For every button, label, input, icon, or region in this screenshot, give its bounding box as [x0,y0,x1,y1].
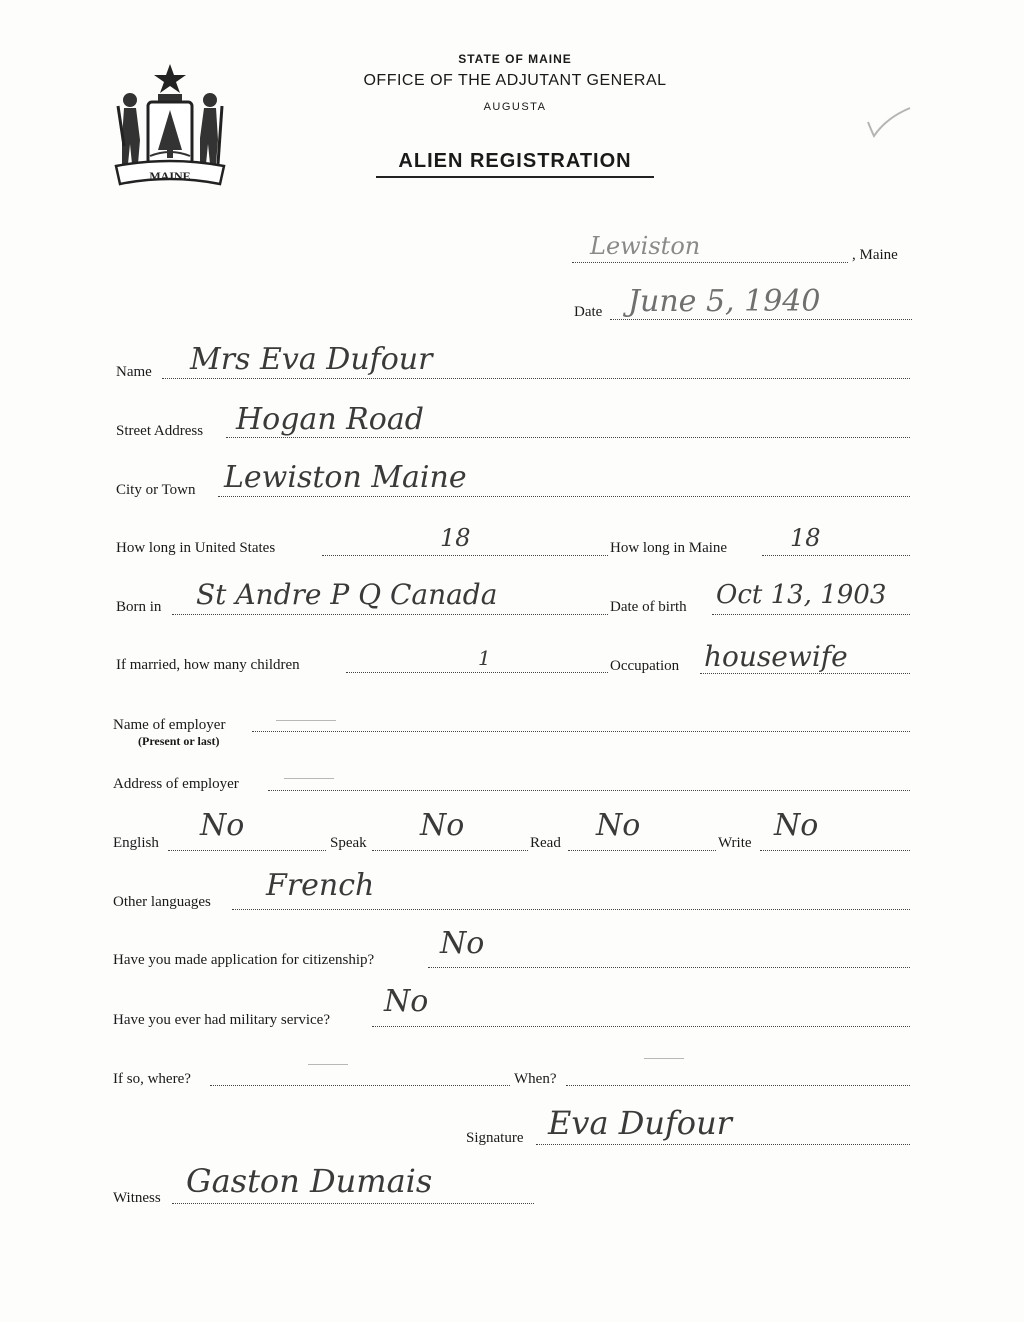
english-label: English [113,835,159,851]
employer-address-line [268,790,910,791]
how-long-us-label: How long in United States [116,540,276,556]
maine-label: , Maine [852,247,898,263]
faint-mark [276,720,336,721]
employer-name-note: (Present or last) [138,734,220,748]
read-label: Read [530,835,561,851]
faint-mark [644,1058,684,1059]
name-value: Mrs Eva Dufour [190,342,433,377]
how-long-us-line [322,555,608,556]
citizenship-value: No [440,926,485,961]
citizenship-line [428,967,910,968]
city-or-town-line [218,496,910,497]
checkmark-icon [864,102,914,142]
header-state: STATE OF MAINE [458,52,572,66]
signature-value: Eva Dufour [548,1104,732,1142]
where-line [210,1085,510,1086]
how-long-us-value: 18 [440,524,471,552]
street-address-label: Street Address [116,423,204,439]
faint-mark [308,1064,348,1065]
born-in-line [172,614,608,615]
date-of-birth-line [712,614,910,615]
date-of-birth-value: Oct 13, 1903 [716,580,887,610]
how-long-maine-line [762,555,910,556]
born-in-label: Born in [116,599,162,615]
date-of-birth-label: Date of birth [610,599,687,615]
when-line [566,1085,910,1086]
name-label: Name [116,364,152,380]
english-line [168,850,326,851]
how-long-maine-value: 18 [790,524,821,552]
street-address-value: Hogan Road [236,402,424,437]
date-value: June 5, 1940 [628,284,821,319]
street-address-line [226,437,910,438]
read-line [568,850,716,851]
witness-line [172,1203,534,1204]
faint-mark [284,778,334,779]
signature-line [536,1144,910,1145]
where-label: If so, where? [113,1071,191,1087]
write-line [760,850,910,851]
signature-label: Signature [466,1130,524,1146]
born-in-value: St Andre P Q Canada [196,578,498,611]
header-city: AUGUSTA [483,101,547,113]
form-title: ALIEN REGISTRATION [398,150,632,172]
when-label: When? [514,1071,557,1087]
military-line [372,1026,910,1027]
write-label: Write [718,835,752,851]
seal-motto: MAINE [149,169,191,183]
date-line [610,319,912,320]
title-underline [376,176,654,178]
town-line [572,262,848,263]
children-label: If married, how many children [116,657,300,673]
occupation-label: Occupation [610,658,680,674]
employer-name-label: Name of employer [113,717,226,733]
military-value: No [384,984,429,1019]
english-value: No [200,808,245,843]
header-office: OFFICE OF THE ADJUTANT GENERAL [363,72,667,89]
name-line [162,378,910,379]
speak-label: Speak [330,835,367,851]
write-value: No [774,808,819,843]
date-label: Date [574,304,603,320]
other-languages-label: Other languages [113,894,211,910]
witness-value: Gaston Dumais [186,1162,433,1200]
employer-address-label: Address of employer [113,776,239,792]
city-or-town-label: City or Town [116,482,196,498]
children-line [346,672,608,673]
how-long-maine-label: How long in Maine [610,540,728,556]
children-value: 1 [478,646,491,670]
maine-state-seal-icon [110,60,230,195]
witness-label: Witness [113,1190,161,1206]
read-value: No [596,808,641,843]
other-languages-value: French [266,868,375,903]
speak-line [372,850,528,851]
city-or-town-value: Lewiston Maine [224,460,467,495]
occupation-value: housewife [704,640,848,673]
other-languages-line [232,909,910,910]
citizenship-label: Have you made application for citizenship? [113,952,375,968]
military-label: Have you ever had military service? [113,1012,330,1028]
occupation-line [700,673,910,674]
employer-name-line [252,731,910,732]
speak-value: No [420,808,465,843]
town-value: Lewiston [590,232,701,260]
